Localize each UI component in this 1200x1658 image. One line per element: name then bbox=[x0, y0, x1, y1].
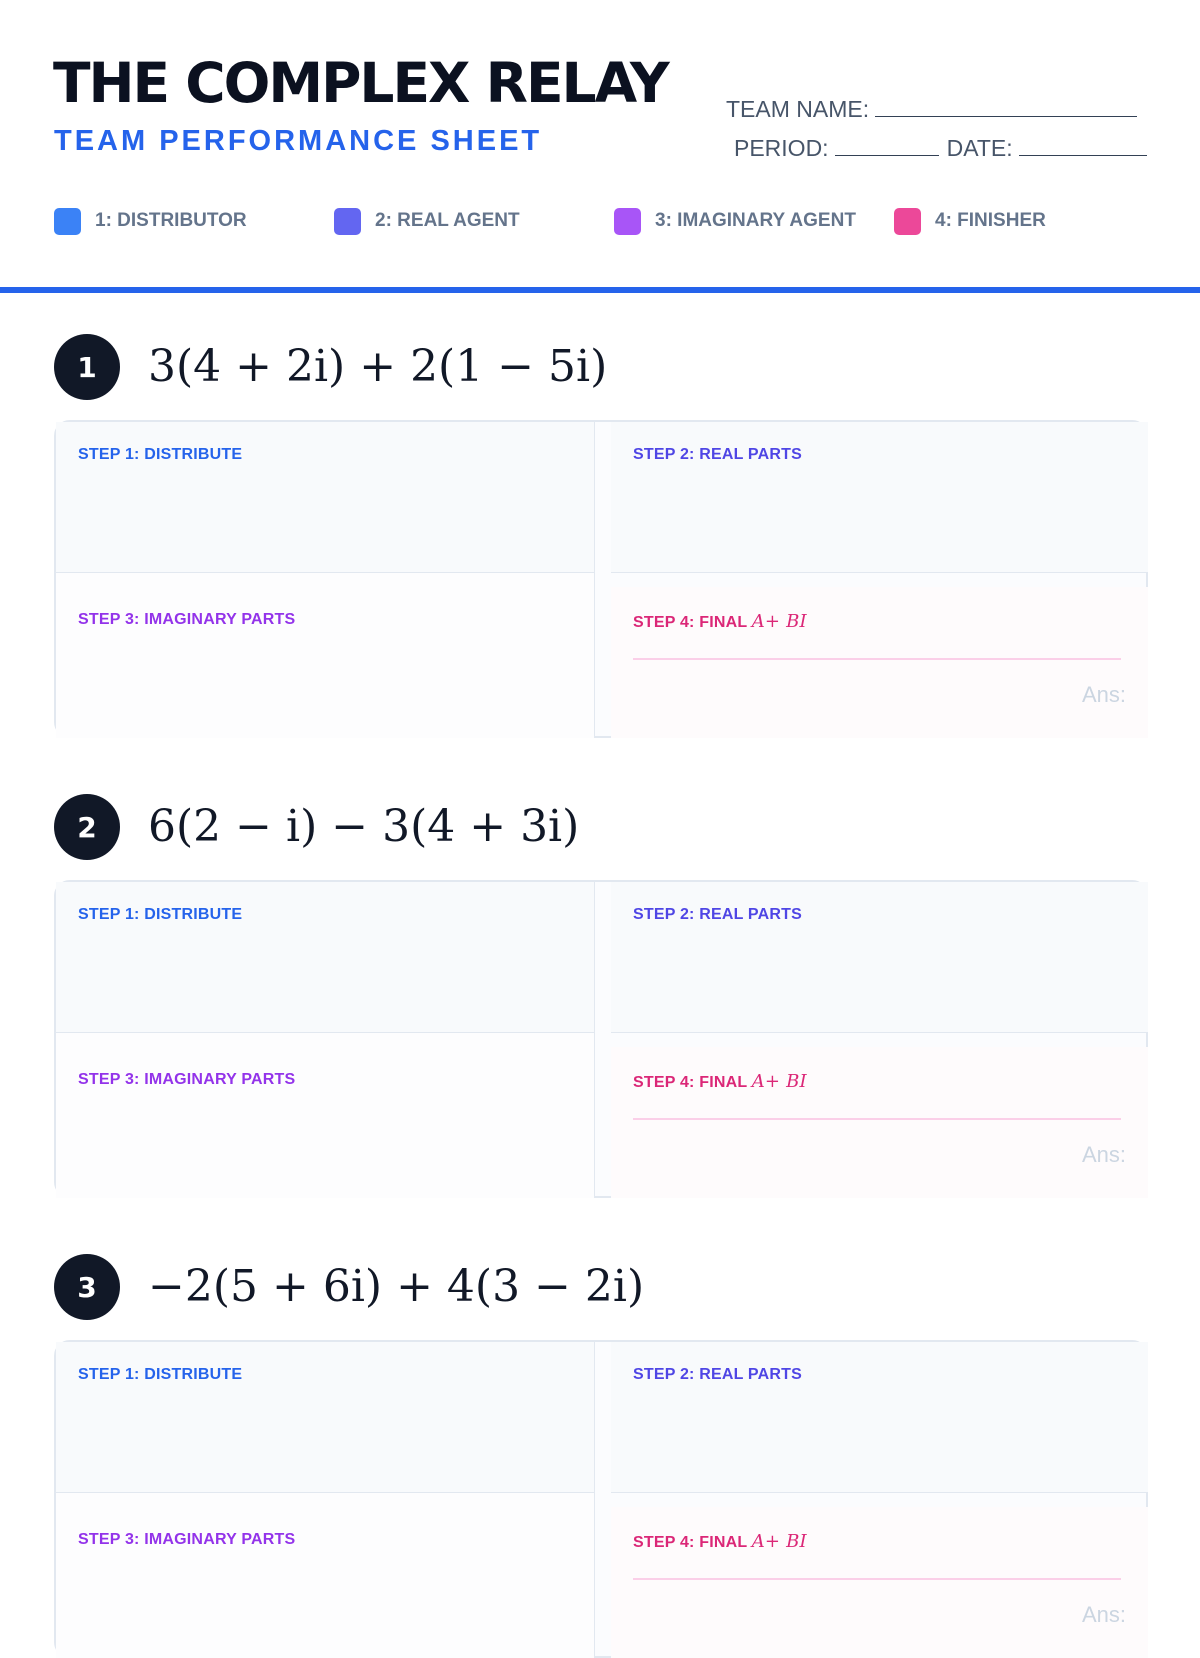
problem-expression: −2(5 + 6i) + 4(3 − 2i) bbox=[148, 1261, 645, 1312]
legend-label: 2: REAL AGENT bbox=[375, 210, 520, 231]
step-4-text: STEP 4: FINAL bbox=[633, 1074, 748, 1091]
step-2-label: STEP 2: REAL PARTS bbox=[633, 446, 802, 463]
step-2-label: STEP 2: REAL PARTS bbox=[633, 1366, 802, 1383]
step-3-label: STEP 3: IMAGINARY PARTS bbox=[78, 1071, 296, 1088]
step-3-box[interactable] bbox=[56, 573, 595, 738]
legend-item-real-agent bbox=[334, 207, 520, 235]
step-2-label: STEP 2: REAL PARTS bbox=[633, 906, 802, 923]
step-2-box[interactable] bbox=[611, 1342, 1148, 1493]
problem-expression: 6(2 − i) − 3(4 + 3i) bbox=[148, 801, 580, 852]
step-1-box[interactable] bbox=[56, 422, 595, 573]
step-3-label: STEP 3: IMAGINARY PARTS bbox=[78, 611, 296, 628]
team-name-line bbox=[726, 98, 1137, 121]
answer-label: Ans: bbox=[1081, 682, 1126, 707]
period-date-line bbox=[734, 137, 1147, 160]
step-4-text: STEP 4: FINAL bbox=[633, 1534, 748, 1551]
step-1-box[interactable] bbox=[56, 882, 595, 1033]
legend-swatch bbox=[614, 208, 641, 235]
legend-swatch bbox=[334, 208, 361, 235]
legend-label: 4: FINISHER bbox=[935, 210, 1046, 231]
step-4-math: A+ BI bbox=[751, 1531, 807, 1552]
answer-line bbox=[633, 658, 1121, 660]
step-4-text: STEP 4: FINAL bbox=[633, 614, 748, 631]
legend-label: 3: IMAGINARY AGENT bbox=[655, 210, 856, 231]
answer-line bbox=[633, 1578, 1121, 1580]
legend-item-imaginary-agent bbox=[614, 207, 856, 235]
step-2-box[interactable] bbox=[611, 882, 1148, 1033]
legend-swatch bbox=[54, 208, 81, 235]
step-4-math: A+ BI bbox=[751, 611, 807, 632]
step-1-label: STEP 1: DISTRIBUTE bbox=[78, 1366, 243, 1383]
work-grid bbox=[54, 420, 1148, 738]
period-label: PERIOD: bbox=[734, 135, 829, 161]
step-2-box[interactable] bbox=[611, 422, 1148, 573]
period-field[interactable] bbox=[835, 142, 939, 156]
legend-swatch bbox=[894, 208, 921, 235]
date-field[interactable] bbox=[1019, 142, 1147, 156]
step-3-box[interactable] bbox=[56, 1493, 595, 1658]
step-1-label: STEP 1: DISTRIBUTE bbox=[78, 906, 243, 923]
step-4-label bbox=[633, 1071, 807, 1092]
answer-line bbox=[633, 1118, 1121, 1120]
step-4-box[interactable] bbox=[611, 587, 1148, 738]
legend-item-distributor bbox=[54, 207, 247, 235]
step-3-box[interactable] bbox=[56, 1033, 595, 1198]
problem-number-badge: 1 bbox=[54, 334, 120, 400]
step-4-math: A+ BI bbox=[751, 1071, 807, 1092]
header bbox=[0, 0, 1200, 290]
problem-number-badge: 3 bbox=[54, 1254, 120, 1320]
step-4-label bbox=[633, 611, 807, 632]
legend-item-finisher bbox=[894, 207, 1046, 235]
step-1-label: STEP 1: DISTRIBUTE bbox=[78, 446, 243, 463]
step-4-box[interactable] bbox=[611, 1047, 1148, 1198]
work-grid bbox=[54, 1340, 1148, 1658]
team-name-label: TEAM NAME: bbox=[726, 96, 870, 122]
work-grid bbox=[54, 880, 1148, 1198]
step-4-box[interactable] bbox=[611, 1507, 1148, 1658]
problem-expression: 3(4 + 2i) + 2(1 − 5i) bbox=[148, 341, 608, 392]
answer-label: Ans: bbox=[1081, 1602, 1126, 1627]
page-title: THE COMPLEX RELAY bbox=[53, 51, 668, 115]
step-4-label bbox=[633, 1531, 807, 1552]
legend-label: 1: DISTRIBUTOR bbox=[95, 210, 247, 231]
step-3-label: STEP 3: IMAGINARY PARTS bbox=[78, 1531, 296, 1548]
header-divider bbox=[0, 287, 1200, 293]
date-label: DATE: bbox=[946, 135, 1013, 161]
answer-label: Ans: bbox=[1081, 1142, 1126, 1167]
page-subtitle: TEAM PERFORMANCE SHEET bbox=[54, 125, 543, 157]
problem-number-badge: 2 bbox=[54, 794, 120, 860]
team-name-field[interactable] bbox=[875, 103, 1137, 117]
step-1-box[interactable] bbox=[56, 1342, 595, 1493]
